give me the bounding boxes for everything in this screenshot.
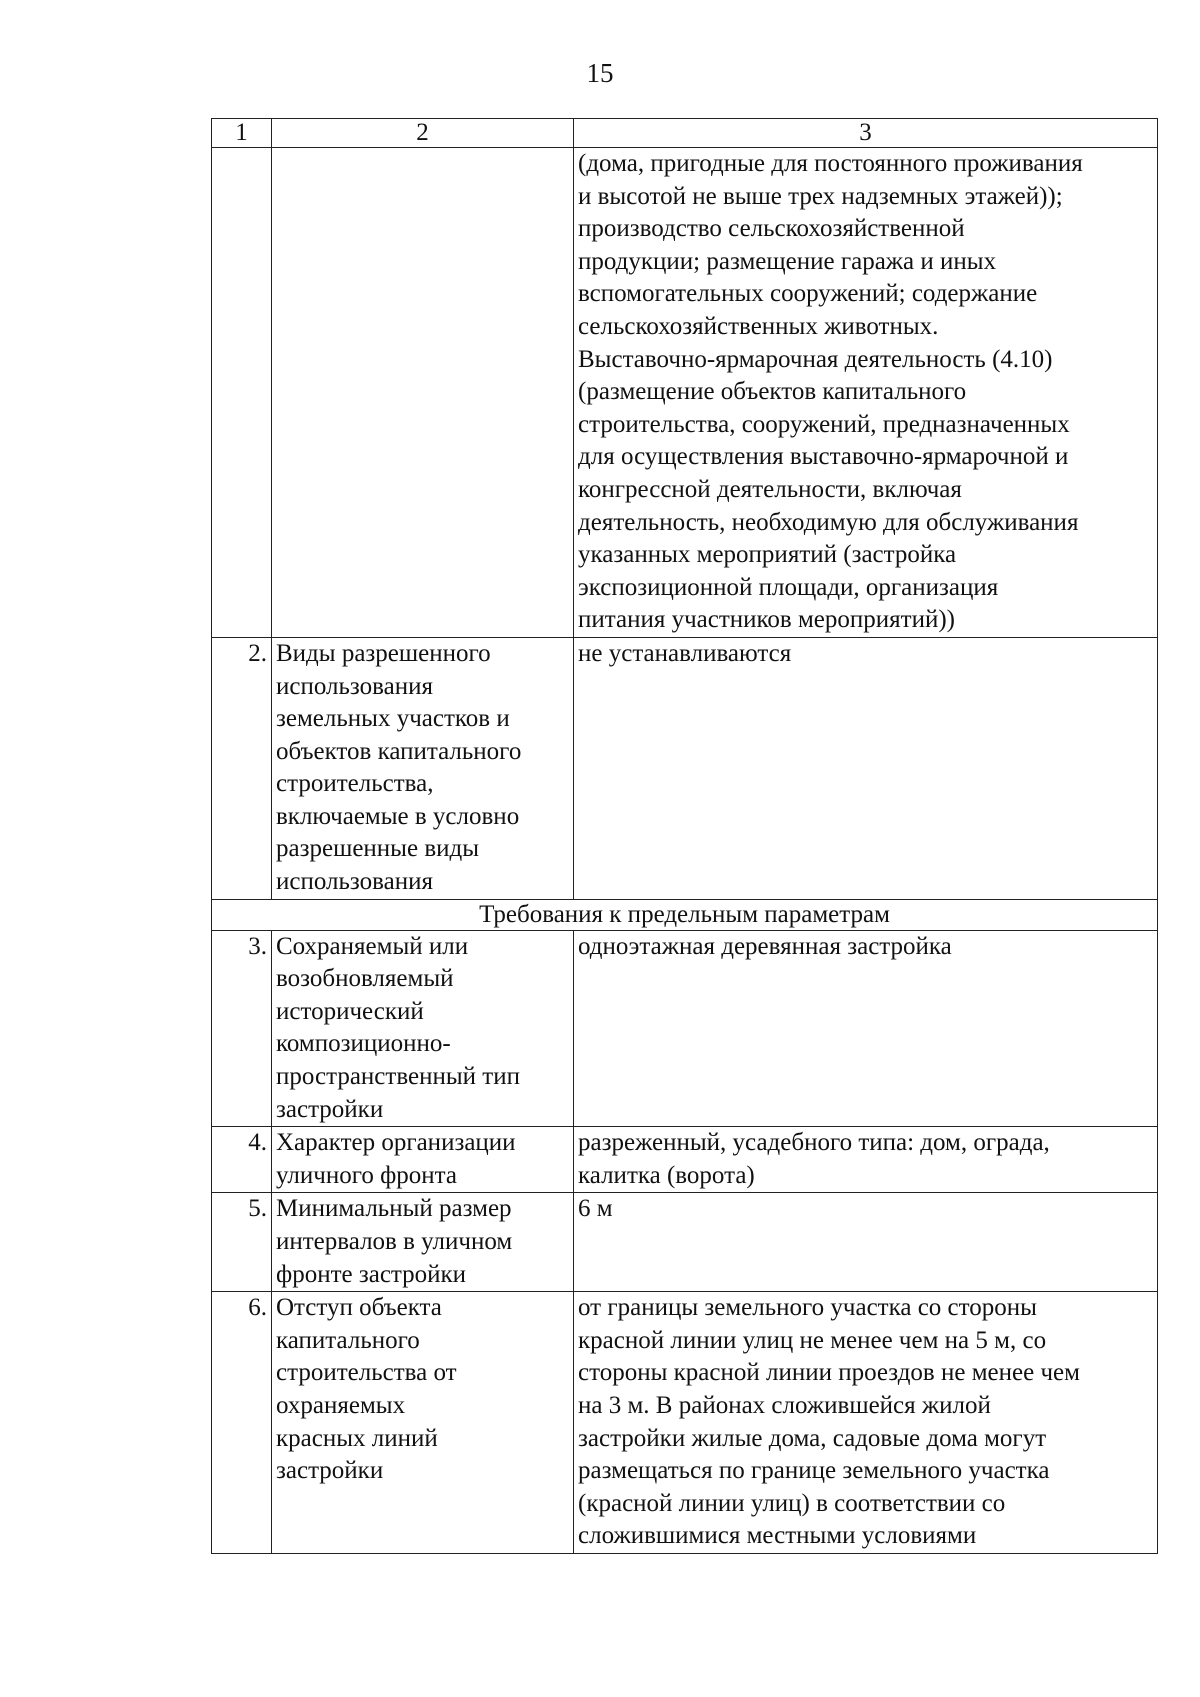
text-line: вспомогательных сооружений; содержание — [578, 280, 1038, 308]
row-value-cell — [574, 637, 1158, 899]
table-row — [212, 1292, 1158, 1554]
table-row — [212, 1127, 1158, 1193]
row-value-cell — [574, 1193, 1158, 1292]
row-name-cell — [272, 1292, 574, 1554]
table-row — [212, 148, 1158, 638]
text-line: Характер организации — [276, 1129, 516, 1157]
row-number: 4. — [212, 1127, 272, 1193]
text-line: экспозиционной площади, организация — [578, 573, 999, 601]
text-line: (красной линии улиц) в соответствии со — [578, 1489, 1006, 1517]
text-line: разреженный, усадебного типа: дом, ограда, — [578, 1129, 1050, 1157]
text-line: 6 м — [578, 1195, 613, 1223]
header-cell-3: 3 — [574, 119, 1158, 148]
text-line: и высотой не выше трех надземных этажей)); — [578, 182, 1063, 210]
text-line: пространственный тип — [276, 1063, 520, 1091]
text-line: интервалов в уличном — [276, 1228, 513, 1255]
row-value-cell — [574, 148, 1158, 638]
text-line: разрешенные виды — [276, 835, 480, 863]
text-line: питания участников мероприятий)) — [578, 606, 955, 634]
text-line: стороны красной линии проездов не менее чем — [578, 1359, 1080, 1387]
text-line: размещаться по границе земельного участка — [578, 1457, 1050, 1485]
header-cell-1: 1 — [212, 119, 272, 148]
text-line: возобновляемый — [276, 965, 454, 993]
text-line: производство сельскохозяйственной — [578, 215, 965, 243]
table-row — [212, 930, 1158, 1127]
text-line: одноэтажная деревянная застройка — [578, 932, 952, 960]
row-name-cell — [272, 637, 574, 899]
text-line: фронте застройки — [276, 1260, 467, 1288]
text-line: красных линий — [276, 1424, 438, 1452]
text-line: застройки — [276, 1095, 384, 1123]
text-line: композиционно- — [276, 1030, 451, 1058]
text-line: земельных участков и — [276, 705, 510, 733]
text-line: Отступ объекта — [276, 1294, 442, 1322]
row-name-cell — [272, 930, 574, 1127]
table-row — [212, 1193, 1158, 1292]
row-name-cell — [272, 148, 574, 638]
text-line: охраняемых — [276, 1391, 406, 1419]
text-line: застройки — [276, 1457, 384, 1485]
text-line: Выставочно-ярмарочная деятельность (4.10) — [578, 345, 1053, 373]
text-line: исторический — [276, 997, 424, 1025]
row-number-cell — [212, 148, 272, 638]
text-line: для осуществления выставочно-ярмарочной и — [578, 443, 1069, 471]
text-line: Виды разрешенного — [276, 639, 491, 667]
page-number: 15 — [586, 58, 614, 88]
regulations-table — [211, 118, 1158, 1554]
text-line: объектов капитального — [276, 737, 522, 765]
row-number: 6. — [212, 1292, 272, 1554]
text-line: сложившимися местными условиями — [578, 1522, 977, 1550]
row-value-cell — [574, 930, 1158, 1127]
text-line: использования — [276, 868, 433, 896]
header-cell-2: 2 — [272, 119, 574, 148]
text-line: продукции; размещение гаража и иных — [578, 247, 997, 275]
table-row — [212, 637, 1158, 899]
row-number: 3. — [212, 930, 272, 1127]
row-value-cell — [574, 1127, 1158, 1193]
text-line: (размещение объектов капитального — [578, 378, 967, 406]
row-number: 5. — [212, 1193, 272, 1292]
text-line: красной линии улиц не менее чем на 5 м, со — [578, 1326, 1047, 1354]
row-number: 2. — [212, 637, 272, 899]
text-line: калитка (ворота) — [578, 1161, 755, 1189]
text-line: Сохраняемый или — [276, 932, 469, 960]
text-line: строительства, — [276, 770, 434, 798]
text-line: указанных мероприятий (застройка — [578, 541, 957, 569]
text-line: строительства от — [276, 1359, 457, 1387]
header-row — [212, 119, 1158, 148]
text-line: деятельность, необходимую для обслуживания — [578, 508, 1079, 536]
text-line: от границы земельного участка со стороны — [578, 1294, 1037, 1322]
text-line: уличного фронта — [276, 1161, 457, 1189]
row-name-cell — [272, 1193, 574, 1292]
text-line: Минимальный размер — [276, 1195, 512, 1223]
row-name-cell — [272, 1127, 574, 1193]
text-line: строительства, сооружений, предназначенных — [578, 410, 1070, 438]
text-line: капитального — [276, 1326, 420, 1354]
text-line: включаемые в условно — [276, 802, 520, 830]
row-value-cell — [574, 1292, 1158, 1554]
text-line: сельскохозяйственных животных. — [578, 312, 939, 340]
text-line: (дома, пригодные для постоянного проживания — [578, 150, 1083, 177]
section-row — [212, 899, 1158, 930]
text-line: конгрессной деятельности, включая — [578, 475, 962, 503]
text-line: на 3 м. В районах сложившейся жилой — [578, 1391, 991, 1419]
text-line: не устанавливаются — [578, 639, 792, 667]
section-title: Требования к предельным параметрам — [212, 899, 1158, 930]
text-line: использования — [276, 672, 433, 700]
text-line: застройки жилые дома, садовые дома могут — [578, 1424, 1047, 1452]
